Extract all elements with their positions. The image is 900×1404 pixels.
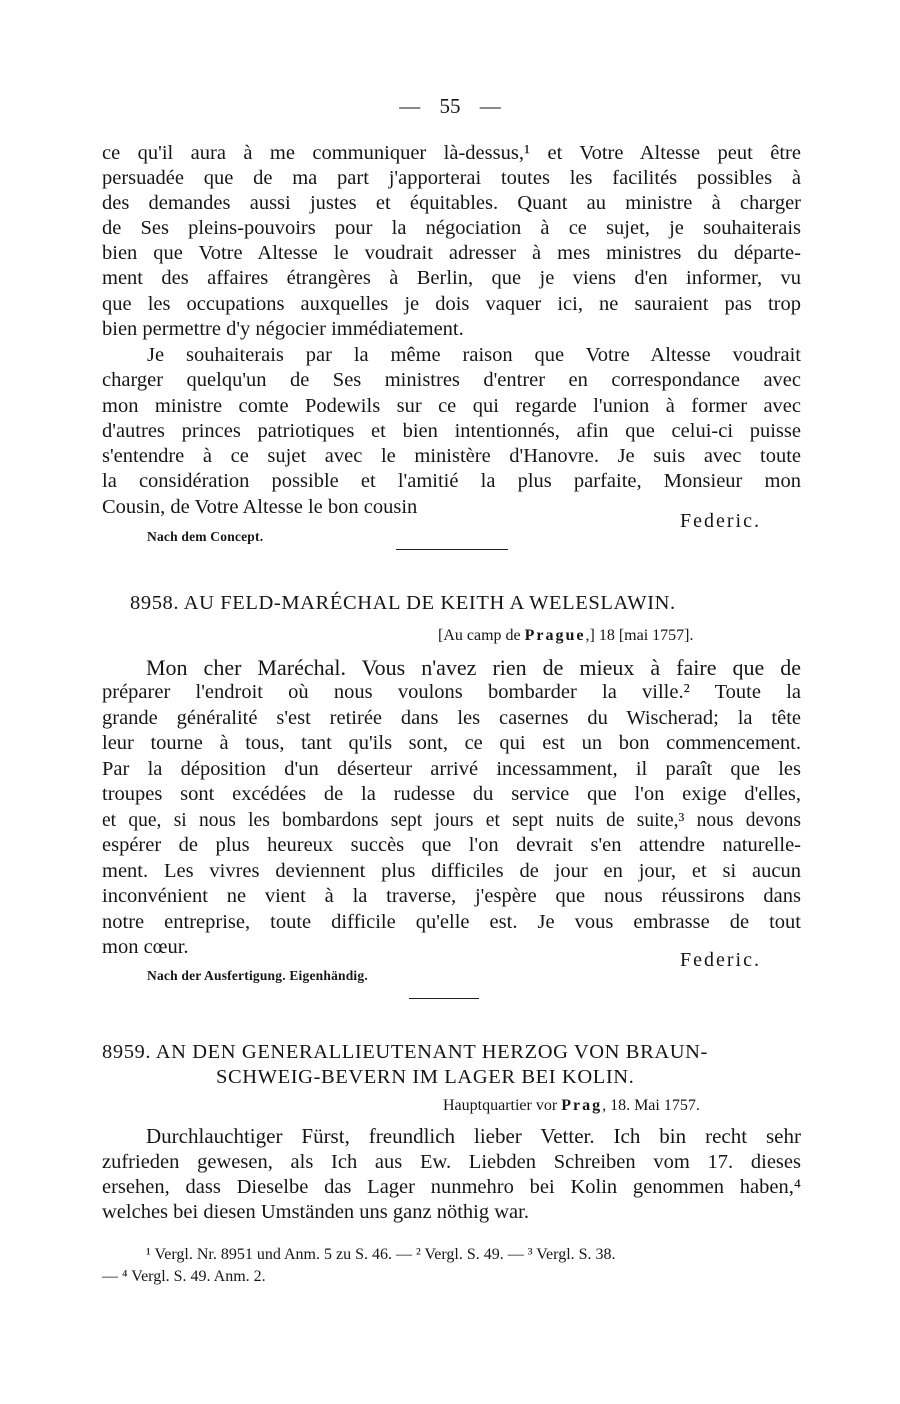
- body-line: des demandes aussi justes et équitables. Quant au ministre à charger: [102, 192, 801, 214]
- body-line: de Ses pleins-pouvoirs pour la négociation à ce sujet, je souhaiterais: [102, 217, 801, 239]
- body-line: ment. Les vivres deviennent plus difficiles de jour en jour, et si aucun: [102, 860, 801, 882]
- page-number: — 55 —: [399, 94, 501, 118]
- letter-heading-line1: 8959. AN DEN GENERALLIEUTENANT HERZOG VON BRAUN-: [102, 1041, 708, 1063]
- body-line: espérer de plus heureux succès que l'on devrait s'en attendre naturelle-: [102, 834, 801, 856]
- place-date: [443, 1097, 700, 1115]
- footnote-line: — ⁴ Vergl. S. 49. Anm. 2.: [102, 1268, 266, 1285]
- body-line: troupes sont excédées de la rudesse du service que l'on exige d'elles,: [102, 783, 801, 805]
- place-date: [438, 627, 694, 645]
- source-note: Nach dem Concept.: [147, 529, 264, 544]
- place-prefix: [Au camp de: [438, 627, 521, 644]
- place-suffix: , 18. Mai 1757.: [602, 1097, 700, 1114]
- body-line: ce qu'il aura à me communiquer là-dessus,¹ et Votre Altesse peut être: [102, 142, 801, 164]
- body-line: mon ministre comte Podewils sur ce qui regarde l'union à former avec: [102, 395, 801, 417]
- signature: Federic.: [680, 949, 761, 971]
- body-line: zufrieden gewesen, als Ich aus Ew. Liebden Schreiben vom 17. dieses: [102, 1151, 801, 1173]
- body-line: bien que Votre Altesse le voudrait adresser à mes ministres du départe-: [102, 242, 801, 264]
- place-name: Prag: [561, 1097, 603, 1114]
- body-line: Je souhaiterais par la même raison que Votre Altesse voudrait: [147, 344, 801, 366]
- body-line: ersehen, dass Dieselbe das Lager nunmehro bei Kolin genommen haben,⁴: [102, 1176, 801, 1198]
- body-line: Cousin, de Votre Altesse le bon cousin: [102, 496, 418, 518]
- body-line: mon cœur.: [102, 936, 189, 958]
- signature: Federic.: [680, 510, 761, 532]
- body-line: préparer l'endroit où nous voulons bombarder la ville.² Toute la: [102, 681, 801, 703]
- body-line: grande généralité s'est retirée dans les casernes du Wischerad; la tête: [102, 707, 801, 729]
- place-suffix: ,] 18 [mai 1757].: [585, 627, 694, 644]
- body-line: persuadée que de ma part j'apporterai toutes les facilités possibles à: [102, 167, 801, 189]
- body-line: inconvénient ne vient à la traverse, j'espère que nous réussirons dans: [102, 885, 801, 907]
- body-line: et que, si nous les bombardons sept jours et sept nuits de suite,³ nous devons: [102, 810, 801, 831]
- letter-heading: 8958. AU FELD-MARÉCHAL DE KEITH A WELESLAWIN.: [130, 592, 676, 614]
- place-prefix: Hauptquartier vor: [443, 1097, 558, 1114]
- body-line: que les occupations auxquelles je dois vaquer ici, ne sauraient pas trop: [102, 293, 801, 315]
- body-line: charger quelqu'un de Ses ministres d'entrer en correspondance avec: [102, 369, 801, 391]
- place-name: Prague: [524, 627, 586, 644]
- section-divider: [409, 998, 479, 999]
- body-line: la considération possible et l'amitié la plus parfaite, Monsieur mon: [102, 470, 801, 492]
- body-line: ment des affaires étrangères à Berlin, que je viens d'en informer, vu: [102, 267, 801, 289]
- body-line: s'entendre à ce sujet avec le ministère d'Hanovre. Je suis avec toute: [102, 445, 801, 467]
- letter-heading-line2: SCHWEIG-BEVERN IM LAGER BEI KOLIN.: [216, 1066, 635, 1088]
- body-line: Mon cher Maréchal. Vous n'avez rien de mieux à faire que de: [146, 655, 801, 680]
- body-line: bien permettre d'y négocier immédiatement.: [102, 318, 464, 340]
- body-line: d'autres princes patriotiques et bien intentionnés, afin que celui-ci puisse: [102, 420, 801, 442]
- body-line: welches bei diesen Umständen uns ganz nöthig war.: [102, 1201, 529, 1223]
- footnote-line: ¹ Vergl. Nr. 8951 und Anm. 5 zu S. 46. — ² Vergl. S. 49. — ³ Vergl. S. 38.: [146, 1246, 616, 1263]
- source-note: Nach der Ausfertigung. Eigenhändig.: [147, 968, 368, 983]
- body-line: notre entreprise, toute difficile qu'elle est. Je vous embrasse de tout: [102, 911, 801, 933]
- body-line: Durchlauchtiger Fürst, freundlich lieber Vetter. Ich bin recht sehr: [146, 1124, 801, 1148]
- body-line: leur tourne à tous, tant qu'ils sont, ce qui est un bon commencement.: [102, 732, 801, 754]
- section-divider: [396, 549, 508, 550]
- body-line: Par la déposition d'un déserteur arrivé incessamment, il paraît que les: [102, 758, 801, 780]
